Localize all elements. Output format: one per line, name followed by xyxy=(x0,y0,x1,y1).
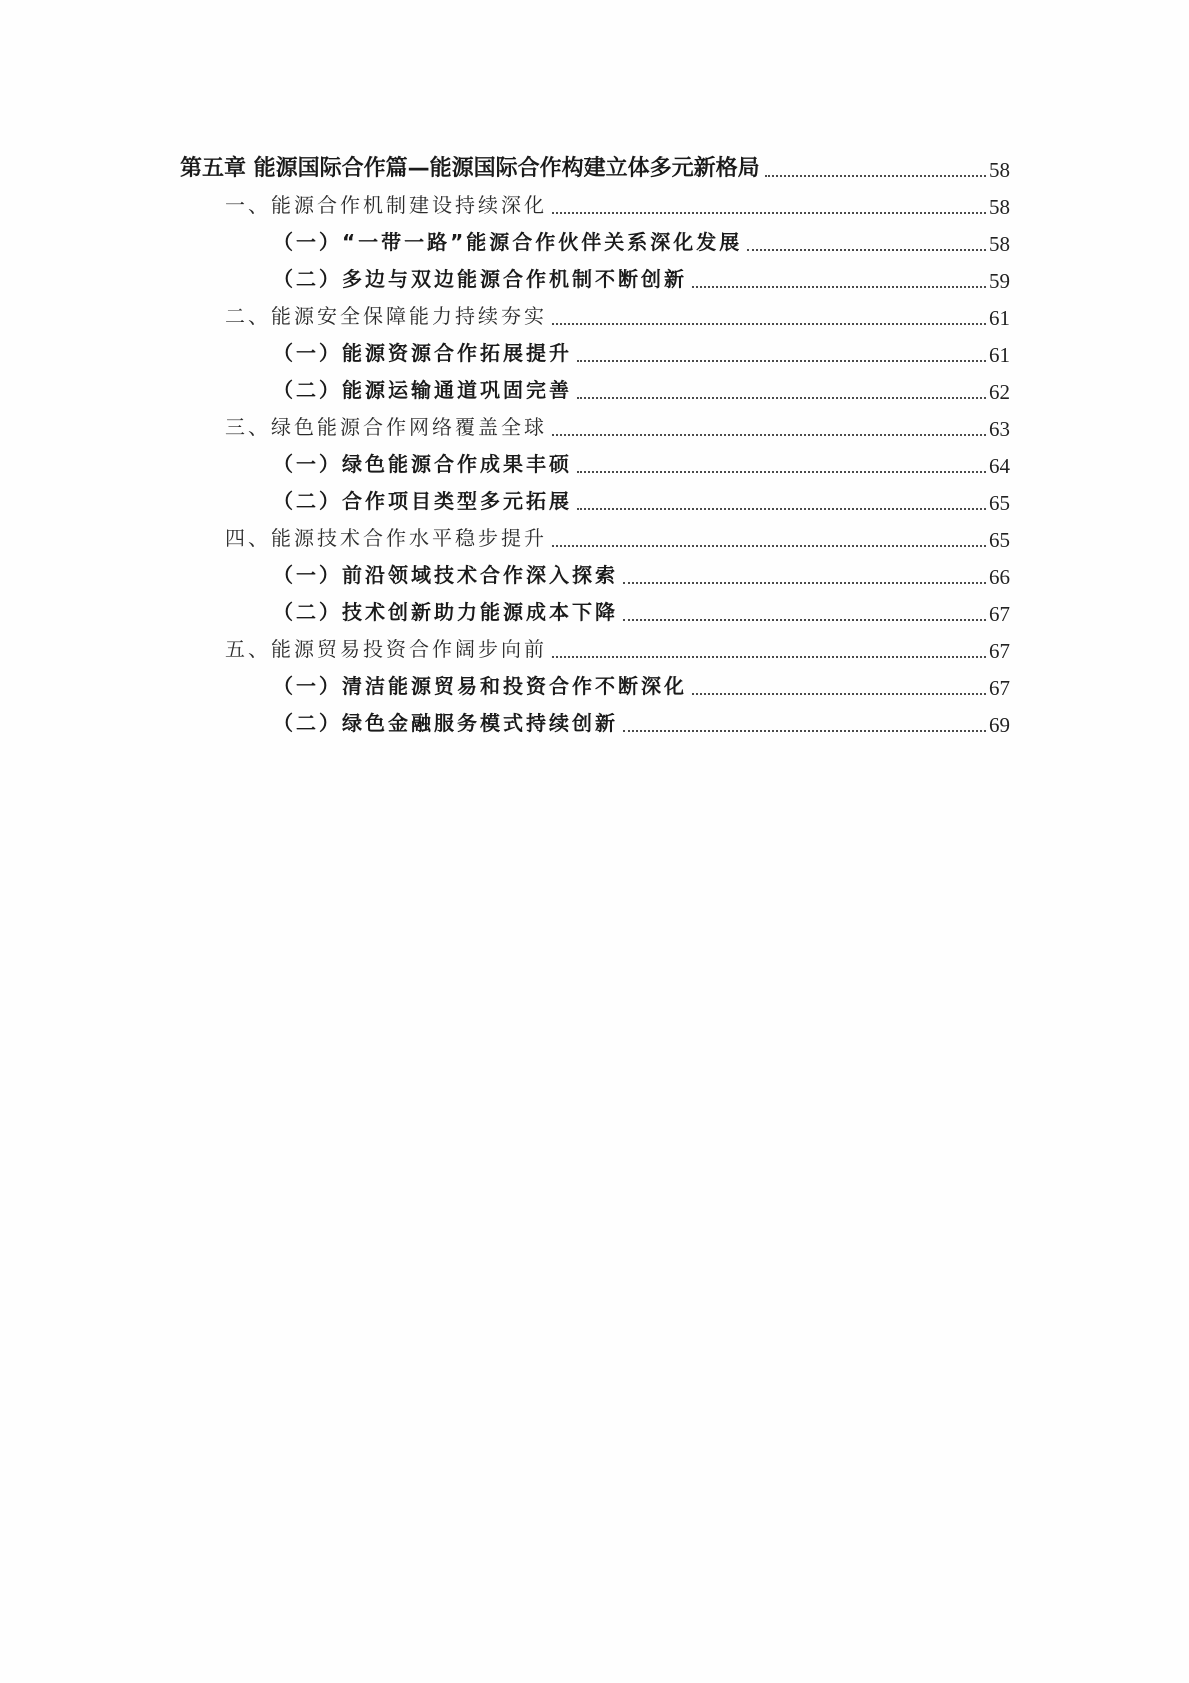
toc-section-entry[interactable] xyxy=(180,296,1010,333)
toc-entry-title: （一）绿色能源合作成果丰硕 xyxy=(273,452,572,476)
toc-subsection-entry[interactable] xyxy=(180,222,1010,259)
toc-entry-title: （二）能源运输通道巩固完善 xyxy=(273,378,572,402)
dot-leader xyxy=(692,693,986,695)
toc-section-entry[interactable] xyxy=(180,407,1010,444)
dot-leader xyxy=(577,471,986,473)
toc-page-number: 63 xyxy=(989,417,1010,441)
toc-subsection-entry[interactable] xyxy=(180,703,1010,740)
toc-entry-title: （二）多边与双边能源合作机制不断创新 xyxy=(273,267,687,291)
toc-entry-title: （一）能源资源合作拓展提升 xyxy=(273,341,572,365)
toc-page-number: 66 xyxy=(989,565,1010,589)
toc-entry-title: 三、绿色能源合作网络覆盖全球 xyxy=(225,415,547,439)
toc-subsection-entry[interactable] xyxy=(180,333,1010,370)
toc-page-number: 58 xyxy=(989,195,1010,219)
toc-entry-title: （二）合作项目类型多元拓展 xyxy=(273,489,572,513)
dot-leader xyxy=(692,286,986,288)
toc-page-number: 61 xyxy=(989,306,1010,330)
dot-leader xyxy=(623,730,986,732)
toc-entry-title: （二）技术创新助力能源成本下降 xyxy=(273,600,618,624)
dot-leader xyxy=(747,249,986,251)
dot-leader xyxy=(577,397,986,399)
toc-page-number: 59 xyxy=(989,269,1010,293)
toc-page-number: 64 xyxy=(989,454,1010,478)
dot-leader xyxy=(552,212,986,214)
toc-entry-title: 四、能源技术合作水平稳步提升 xyxy=(225,526,547,550)
toc-page-number: 67 xyxy=(989,639,1010,663)
toc-page-number: 61 xyxy=(989,343,1010,367)
toc-section-entry[interactable] xyxy=(180,185,1010,222)
toc-entry-title: （一）清洁能源贸易和投资合作不断深化 xyxy=(273,674,687,698)
toc-entry-title: 第五章 能源国际合作篇—能源国际合作构建立体多元新格局 xyxy=(180,156,760,181)
dot-leader xyxy=(552,434,986,436)
toc-section-entry[interactable] xyxy=(180,518,1010,555)
toc-page-number: 65 xyxy=(989,491,1010,515)
toc-subsection-entry[interactable] xyxy=(180,444,1010,481)
toc-chapter-entry[interactable] xyxy=(180,148,1010,185)
dot-leader xyxy=(552,545,986,547)
toc-entry-title: （一）前沿领域技术合作深入探索 xyxy=(273,563,618,587)
toc-subsection-entry[interactable] xyxy=(180,666,1010,703)
dot-leader xyxy=(623,619,986,621)
table-of-contents xyxy=(180,148,1010,740)
toc-subsection-entry[interactable] xyxy=(180,370,1010,407)
toc-page-number: 67 xyxy=(989,602,1010,626)
toc-page-number: 58 xyxy=(989,232,1010,256)
dot-leader xyxy=(552,323,986,325)
toc-subsection-entry[interactable] xyxy=(180,481,1010,518)
dot-leader xyxy=(577,360,986,362)
toc-entry-title: 一、能源合作机制建设持续深化 xyxy=(225,193,547,217)
toc-entry-title: （二）绿色金融服务模式持续创新 xyxy=(273,711,618,735)
toc-entry-title: 二、能源安全保障能力持续夯实 xyxy=(225,304,547,328)
toc-entry-title: 五、能源贸易投资合作阔步向前 xyxy=(225,637,547,661)
toc-section-entry[interactable] xyxy=(180,629,1010,666)
toc-page-number: 62 xyxy=(989,380,1010,404)
toc-subsection-entry[interactable] xyxy=(180,592,1010,629)
toc-page-number: 58 xyxy=(989,158,1010,182)
dot-leader xyxy=(577,508,986,510)
toc-subsection-entry[interactable] xyxy=(180,555,1010,592)
toc-subsection-entry[interactable] xyxy=(180,259,1010,296)
toc-page-number: 65 xyxy=(989,528,1010,552)
dot-leader xyxy=(623,582,986,584)
toc-page-number: 67 xyxy=(989,676,1010,700)
toc-entry-title: （一）“一带一路”能源合作伙伴关系深化发展 xyxy=(273,230,743,254)
toc-page-number: 69 xyxy=(989,713,1010,737)
dot-leader xyxy=(552,656,986,658)
dot-leader xyxy=(765,175,986,177)
